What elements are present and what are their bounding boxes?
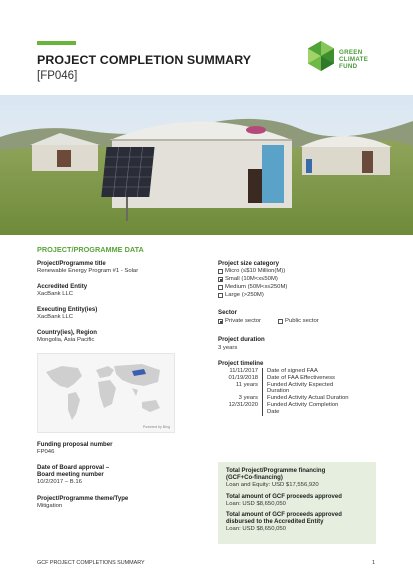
timeline-row: 11/11/2017 Date of signed FAA — [218, 368, 378, 375]
document-subtitle: [FP046] — [37, 70, 78, 82]
gcf-disbursed-value: Loan: USD $8,650,050 — [226, 526, 286, 533]
checkbox-checked-icon — [218, 319, 223, 324]
timeline-row: 01/19/2018 Date of FAA Effectiveness — [218, 375, 378, 382]
timeline-row: 11 years Funded Activity Expected — [218, 382, 378, 389]
timeline-label: Project timeline — [218, 360, 264, 367]
logo-wordmark: GREEN CLIMATE FUND — [339, 49, 369, 71]
gcf-disbursed-label: Total amount of GCF proceeds approved — [226, 512, 342, 519]
board-approval-label: Date of Board approval – — [37, 464, 110, 471]
sector-label: Sector — [218, 309, 237, 316]
checkbox-checked-icon — [218, 277, 223, 282]
duration-value: 3 years — [218, 345, 238, 351]
world-map — [37, 353, 175, 433]
board-meeting-label: Board meeting number — [37, 471, 104, 478]
timeline-row: 3 years Funded Activity Actual Duration — [218, 395, 378, 402]
sector-option-public: Public sector — [278, 318, 319, 325]
accredited-entity-label: Accredited Entity — [37, 283, 88, 290]
size-option-large: Large (>250M) — [218, 292, 264, 299]
executing-entity-value: XacBank LLC — [37, 314, 74, 320]
hero-photo — [0, 95, 413, 235]
map-credit: Powered by Bing — [142, 425, 170, 429]
accent-bar — [37, 41, 76, 45]
funding-proposal-value: FP046 — [37, 449, 55, 455]
total-financing-value: Loan and Equity: USD $17,556,920 — [226, 482, 319, 489]
board-approval-value: 10/2/2017 – B.16 — [37, 479, 82, 485]
accredited-entity-value: XacBank LLC — [37, 291, 74, 297]
checkbox-icon — [218, 285, 223, 290]
globe-icon — [305, 40, 337, 72]
programme-title-value: Renewable Energy Program #1 - Solar — [37, 268, 139, 274]
programme-title-label: Project/Programme title — [37, 260, 106, 267]
gcf-approved-value: Loan: USD $8,650,050 — [226, 500, 286, 507]
gcf-approved-label: Total amount of GCF proceeds approved — [226, 493, 342, 500]
timeline-row: Date — [218, 409, 378, 416]
total-financing-label: Total Project/Programme financing — [226, 468, 326, 474]
executing-entity-label: Executing Entity(ies) — [37, 306, 98, 313]
duration-label: Project duration — [218, 336, 265, 343]
timeline-table — [218, 368, 378, 416]
funding-proposal-label: Funding proposal number — [37, 441, 113, 448]
size-option-small: Small (10M<x≤50M) — [218, 276, 278, 283]
theme-label: Project/Programme theme/Type — [37, 495, 129, 502]
checkbox-icon — [278, 319, 283, 324]
checkbox-icon — [218, 293, 223, 298]
document-title: PROJECT COMPLETION SUMMARY — [37, 53, 252, 67]
theme-value: Mitigation — [37, 503, 63, 509]
size-option-medium: Medium (50M<x≤250M) — [218, 284, 287, 291]
countries-label: Country(ies), Region — [37, 329, 97, 336]
countries-value: Mongolia, Asia Pacific — [37, 337, 95, 343]
total-financing-sublabel: (GCF+Co-financing) — [226, 475, 283, 482]
gcf-disbursed-sublabel: disbursed to the Accredited Entity — [226, 519, 324, 526]
size-option-micro: Micro (≤$10 Million(M)) — [218, 268, 285, 275]
timeline-row: Duration — [218, 388, 378, 395]
gcf-logo — [305, 40, 385, 90]
page-number: 1 — [372, 560, 375, 566]
timeline-row: 12/31/2020 Funded Activity Completion — [218, 402, 378, 409]
checkbox-icon — [218, 269, 223, 274]
footer-title: GCF PROJECT COMPLETIONS SUMMARY — [37, 560, 145, 566]
financing-box — [218, 462, 376, 544]
world-map-graphic — [38, 354, 175, 433]
sector-option-private: Private sector — [218, 318, 261, 325]
section-title: PROJECT/PROGRAMME DATA — [37, 245, 144, 254]
size-category-label: Project size category — [218, 260, 279, 267]
